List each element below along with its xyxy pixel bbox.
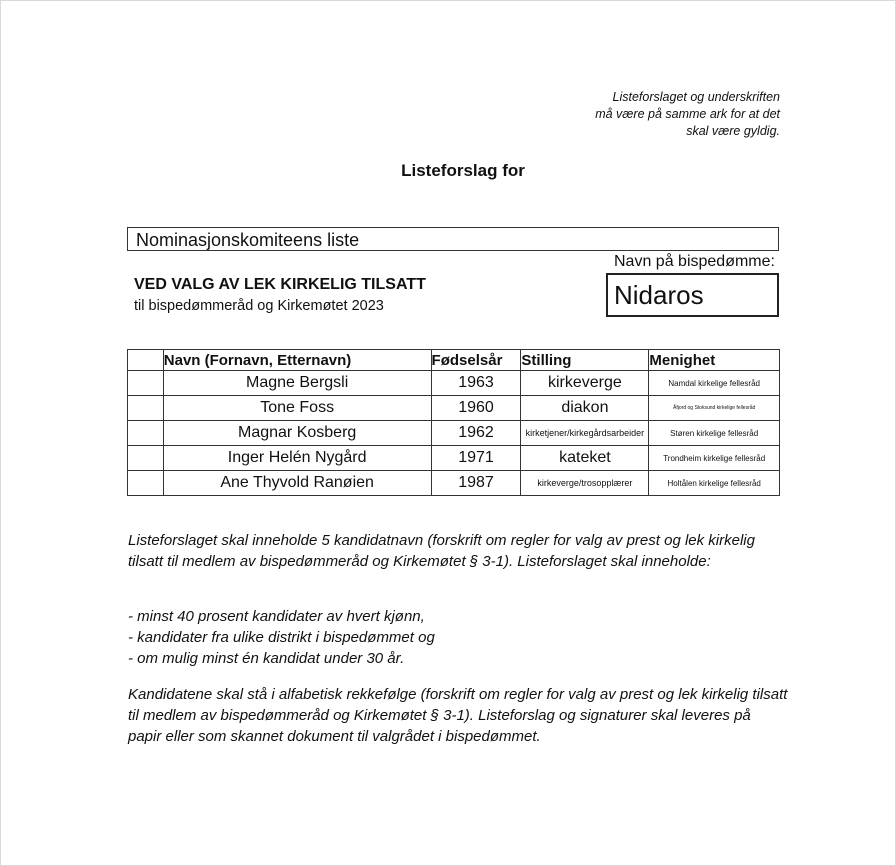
- diocese-label: Navn på bispedømme:: [614, 253, 775, 270]
- table-row: [128, 371, 780, 396]
- candidate-position: kirkeverge: [521, 371, 649, 396]
- validity-note: [595, 89, 780, 140]
- table-header-row: [128, 350, 780, 371]
- candidate-name: Ane Thyvold Ranøien: [163, 471, 431, 496]
- list-name-field[interactable]: Nominasjonskomiteens liste: [127, 227, 779, 251]
- validity-note-line: må være på samme ark for at det: [595, 107, 780, 121]
- page-heading: Listeforslag for: [401, 161, 525, 180]
- candidate-parish: Støren kirkelige fellesråd: [649, 421, 780, 446]
- candidate-table: [127, 349, 780, 496]
- table-row: [128, 446, 780, 471]
- candidate-position: kirketjener/kirkegårdsarbeider: [521, 421, 649, 446]
- header-parish: Menighet: [649, 350, 780, 371]
- candidate-parish: Trondheim kirkelige fellesråd: [649, 446, 780, 471]
- requirements-list: [128, 606, 788, 669]
- row-number-cell: [128, 421, 164, 446]
- candidate-position: kateket: [521, 446, 649, 471]
- candidate-birth-year: 1987: [431, 471, 521, 496]
- header-name: Navn (Fornavn, Etternavn): [163, 350, 431, 371]
- header-number-cell: [128, 350, 164, 371]
- candidate-name: Inger Helén Nygård: [163, 446, 431, 471]
- candidate-parish: Åfjord og Stoksund kirkelige fellesråd: [649, 396, 780, 421]
- row-number-cell: [128, 396, 164, 421]
- election-title: VED VALG AV LEK KIRKELIG TILSATT: [134, 276, 426, 293]
- requirement-item: - om mulig minst én kandidat under 30 år.: [128, 650, 405, 667]
- row-number-cell: [128, 371, 164, 396]
- candidate-parish: Holtålen kirkelige fellesråd: [649, 471, 780, 496]
- requirement-item: - kandidater fra ulike distrikt i bispedømmet og: [128, 629, 435, 646]
- candidate-birth-year: 1963: [431, 371, 521, 396]
- table-row: [128, 396, 780, 421]
- candidate-position: diakon: [521, 396, 649, 421]
- candidate-parish: Namdal kirkelige fellesråd: [649, 371, 780, 396]
- header-position: Stilling: [521, 350, 649, 371]
- election-subtitle: til bispedømmeråd og Kirkemøtet 2023: [134, 298, 384, 314]
- candidate-birth-year: 1960: [431, 396, 521, 421]
- row-number-cell: [128, 446, 164, 471]
- candidate-name: Tone Foss: [163, 396, 431, 421]
- candidate-name: Magnar Kosberg: [163, 421, 431, 446]
- validity-note-line: skal være gyldig.: [686, 124, 780, 138]
- candidate-position: kirkeverge/trosopplærer: [521, 471, 649, 496]
- candidate-birth-year: 1962: [431, 421, 521, 446]
- table-row: [128, 421, 780, 446]
- instructions-paragraph: Listeforslaget skal inneholde 5 kandidatnavn (forskrift om regler for valg av prest og lek kirkelig tilsatt til medlem av bispedømmeråd og Kirkemøtet § 3-1). Listeforslaget skal inneholde:: [128, 532, 755, 570]
- ordering-paragraph: Kandidatene skal stå i alfabetisk rekkefølge (forskrift om regler for valg av prest og lek kirkelig tilsatt til medlem av bispedømmeråd og Kirkemøtet § 3-1). Listeforslag og signaturer skal leveres på papir eller som skannet dokument til valgrådet i bispedømmet.: [128, 686, 788, 745]
- validity-note-line: Listeforslaget og underskriften: [612, 90, 780, 104]
- table-row: [128, 471, 780, 496]
- header-birth-year: Fødselsår: [431, 350, 521, 371]
- diocese-field[interactable]: Nidaros: [606, 273, 779, 317]
- candidate-birth-year: 1971: [431, 446, 521, 471]
- candidate-name: Magne Bergsli: [163, 371, 431, 396]
- row-number-cell: [128, 471, 164, 496]
- requirement-item: - minst 40 prosent kandidater av hvert kjønn,: [128, 608, 425, 625]
